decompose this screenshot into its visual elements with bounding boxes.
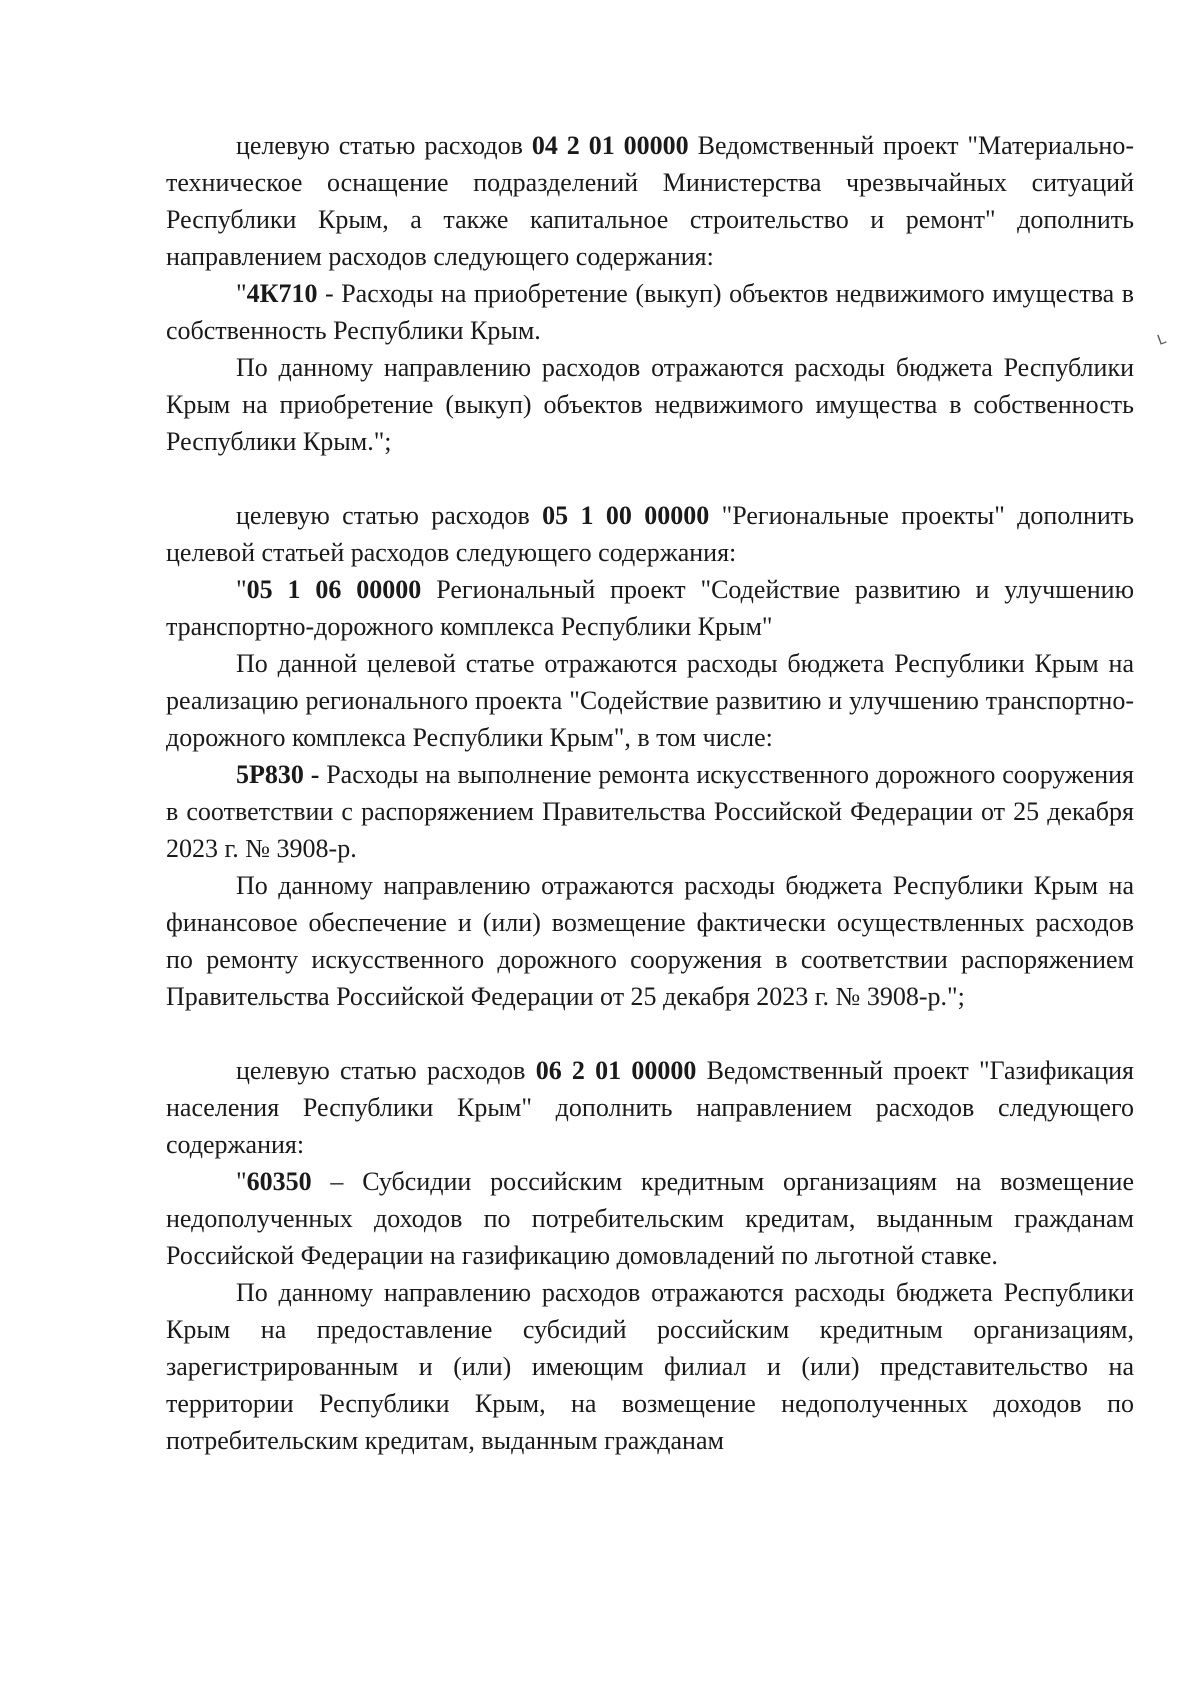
- section-2-subitem-description: [166, 867, 1134, 1015]
- text-fragment: Региональный проект "Содействие развитию и улучшению транспортно-дорожного комплекса Республики Крым": [166, 575, 1135, 641]
- section-1-item: [166, 275, 1134, 349]
- text-fragment: По данному направлению расходов отражаются расходы бюджета Республики Крым на предоставление субсидий российским кредитным организациям, зарегистрированным и (или) имеющим филиал и (или) представительство на территории Республики Крым, на возмещение недополученных доходов по потребительским кредитам, выданным гражданам: [166, 1278, 1134, 1455]
- text-fragment: целевую статью расходов: [236, 501, 543, 530]
- text-fragment: ": [236, 575, 247, 604]
- text-fragment: ": [236, 279, 247, 308]
- text-fragment: Ведомственный проект "Материально-техническое оснащение подразделений Министерства чрезвычайных ситуаций Республики Крым, а также капитальное строительство и ремонт" дополнить направлением расходов следующего содержания:: [166, 131, 1135, 271]
- section-2-intro: [166, 497, 1134, 571]
- section-1-intro: [166, 127, 1134, 275]
- text-fragment: целевую статью расходов: [236, 1056, 536, 1085]
- target-article-code: 05 1 00 00000: [542, 501, 710, 530]
- section-2-description: [166, 645, 1134, 756]
- text-fragment: Ведомственный проект "Газификация населения Республики Крым" дополнить направлением расходов следующего содержания:: [166, 1056, 1134, 1159]
- section-3-item: [166, 1163, 1134, 1274]
- text-fragment: Расходы на выполнение ремонта искусственного дорожного сооружения в соответствии с распоряжением Правительства Российской Федерации от 25 декабря 2023 г. № 3908-р.: [166, 760, 1134, 863]
- target-article-code: 04 2 01 00000: [531, 131, 689, 160]
- target-article-code: 06 2 01 00000: [535, 1056, 697, 1085]
- scan-artifact-mark: ᒪ: [1155, 331, 1169, 349]
- section-2-subitem: [166, 756, 1134, 867]
- text-fragment: – Субсидии российским кредитным организациям на возмещение недополученных доходов по потребительским кредитам, выданным гражданам Российской Федерации на газификацию домовладений по льготной ставке.: [166, 1167, 1134, 1270]
- section-2-item: [166, 571, 1134, 645]
- section-3-intro: [166, 1052, 1134, 1163]
- text-fragment: "Региональные проекты" дополнить целевой статьей расходов следующего содержания:: [166, 501, 1134, 567]
- expense-direction-code: 4К710: [246, 279, 318, 308]
- section-3-description: [166, 1274, 1134, 1459]
- section-1-description: [166, 349, 1134, 460]
- text-fragment: По данному направлению отражаются расходы бюджета Республики Крым на финансовое обеспечение и (или) возмещение фактически осуществленных расходов по ремонту искусственного дорожного сооружения в соответствии распоряжением Правительства Российской Федерации от 25 декабря 2023 г. № 3908-р.";: [166, 871, 1134, 1011]
- document-body: [166, 127, 1134, 1459]
- text-fragment: - Расходы на приобретение (выкуп) объектов недвижимого имущества в собственность Республики Крым.: [166, 279, 1134, 345]
- text-fragment: По данному направлению расходов отражаются расходы бюджета Республики Крым на приобретение (выкуп) объектов недвижимого имущества в собственность Республики Крым.";: [166, 353, 1134, 456]
- text-fragment: По данной целевой статье отражаются расходы бюджета Республики Крым на реализацию регионального проекта "Содействие развитию и улучшению транспортно-дорожного комплекса Республики Крым", в том числе:: [166, 649, 1134, 752]
- target-article-code: 05 1 06 00000: [246, 575, 422, 604]
- text-fragment: ": [236, 1167, 247, 1196]
- section-divider: [166, 460, 1134, 497]
- expense-direction-code: 60350: [246, 1167, 312, 1196]
- text-fragment: целевую статью расходов: [236, 131, 532, 160]
- expense-direction-code: 5Р830 -: [236, 760, 320, 789]
- section-divider: [166, 1015, 1134, 1052]
